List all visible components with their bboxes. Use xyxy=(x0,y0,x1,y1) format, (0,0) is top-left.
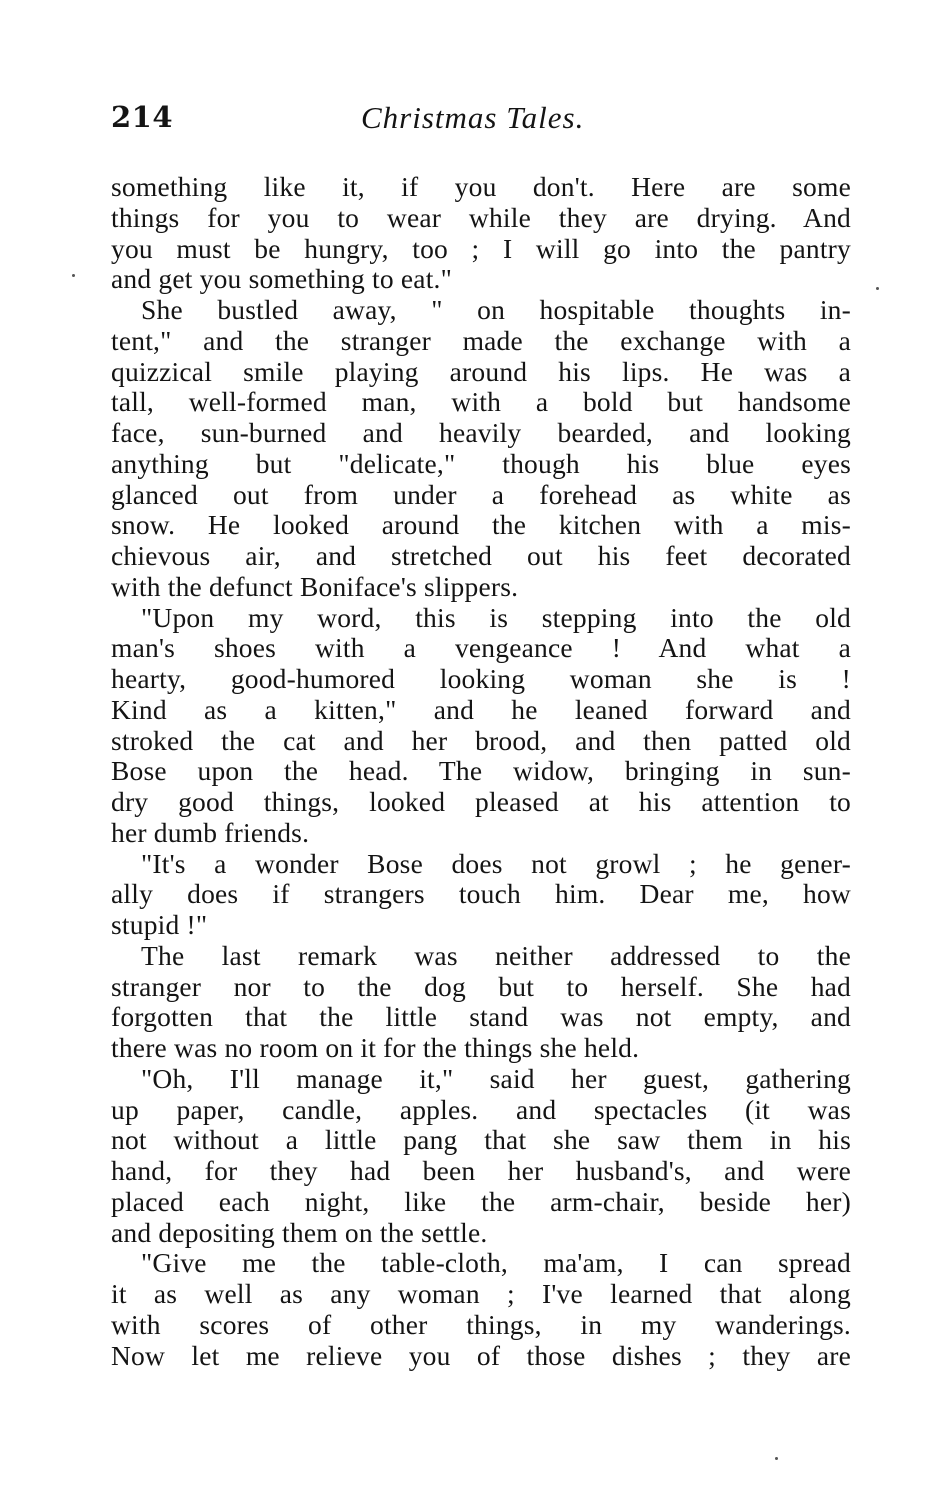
text-line: She bustled away, " on hospitable thoughts in- xyxy=(141,294,851,325)
text-line: "It's a wonder Bose does not growl ; he gener- xyxy=(141,847,851,879)
text-line: stroked the cat and her brood, and then patted old xyxy=(111,724,851,756)
text-line: man's shoes with a vengeance ! And what a xyxy=(111,632,851,664)
text-line: tent," and the stranger made the exchange with a xyxy=(111,324,851,356)
paper-speck xyxy=(876,287,879,290)
text-line: "Upon my word, this is stepping into the old xyxy=(141,601,851,633)
text-line: Kind as a kitten," and he leaned forward and xyxy=(111,693,851,725)
text-line: up paper, candle, apples. and spectacles (it was xyxy=(111,1093,851,1125)
page-header xyxy=(111,100,851,140)
text-line: you must be hungry, too ; I will go into the pantry xyxy=(111,232,851,264)
text-line: there was no room on it for the things she held. xyxy=(111,1032,640,1063)
text-line: placed each night, like the arm-chair, beside her) xyxy=(111,1185,851,1217)
text-line: her dumb friends. xyxy=(111,816,310,848)
text-line: anything but "delicate," though his blue eyes xyxy=(111,447,851,479)
text-line: tall, well-formed man, with a bold but handsome xyxy=(111,386,851,418)
paper-speck xyxy=(72,274,75,277)
running-title: Christmas Tales. xyxy=(361,100,585,135)
text-line: face, sun-burned and heavily bearded, and looking xyxy=(111,417,851,448)
text-line: things for you to wear while they are drying. And xyxy=(111,201,851,233)
text-line: with the defunct Boniface's slippers. xyxy=(111,570,519,602)
text-line: glanced out from under a forehead as white as xyxy=(111,478,851,510)
body-text xyxy=(111,172,851,1371)
text-line: forgotten that the little stand was not empty, and xyxy=(111,1001,851,1033)
text-line: something like it, if you don't. Here are some xyxy=(111,171,851,202)
text-line: "Give me the table-cloth, ma'am, I can spread xyxy=(141,1247,851,1279)
text-line: and get you something to eat." xyxy=(111,263,453,295)
text-line: hand, for they had been her husband's, and were xyxy=(111,1155,851,1186)
text-line: with scores of other things, in my wanderings. xyxy=(111,1308,851,1340)
paper-speck xyxy=(775,1457,778,1460)
text-line: Bose upon the head. The widow, bringing in sun- xyxy=(111,755,851,787)
text-line: dry good things, looked pleased at his attention to xyxy=(111,786,851,817)
text-line: it as well as any woman ; I've learned that along xyxy=(111,1278,851,1309)
text-line: not without a little pang that she saw them in his xyxy=(111,1124,851,1156)
page-number: 214 xyxy=(111,100,174,134)
text-line: Now let me relieve you of those dishes ; they are xyxy=(111,1339,851,1371)
text-line: quizzical smile playing around his lips. He was a xyxy=(111,355,851,387)
text-line: and depositing them on the settle. xyxy=(111,1216,488,1248)
text-line: stranger nor to the dog but to herself. She had xyxy=(111,970,851,1002)
text-line: The last remark was neither addressed to the xyxy=(141,939,851,971)
text-line: chievous air, and stretched out his feet decorated xyxy=(111,540,851,571)
text-line: snow. He looked around the kitchen with a mis- xyxy=(111,509,851,541)
text-line: "Oh, I'll manage it," said her guest, gathering xyxy=(141,1062,851,1094)
text-line: hearty, good-humored looking woman she is ! xyxy=(111,663,851,694)
text-line: stupid !" xyxy=(111,909,208,940)
text-line: ally does if strangers touch him. Dear me, how xyxy=(111,878,851,910)
